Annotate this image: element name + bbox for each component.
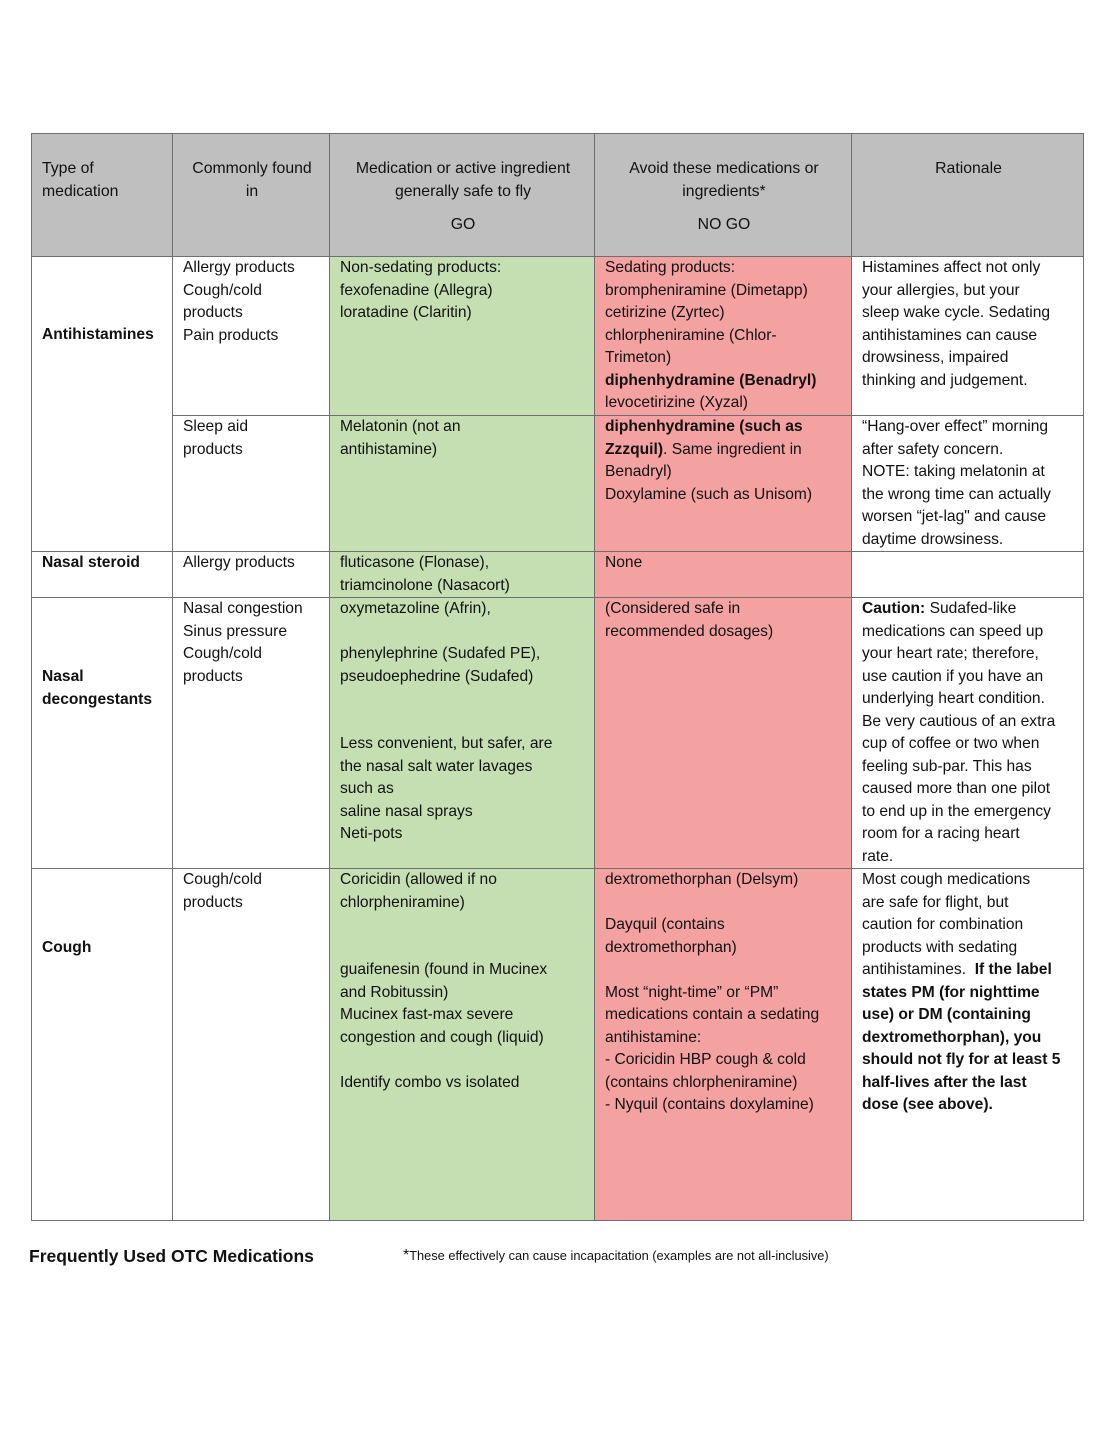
rationale-antihistamines: Histamines affect not only your allergies, but your sleep wake cycle. Sedating antihistamines can cause drowsiness, impaired thinking and judgement.: [852, 257, 1084, 416]
go-nasal-decongestants: oxymetazoline (Afrin), phenylephrine (Sudafed PE), pseudoephedrine (Sudafed) Less convenient, but safer, are the nasal salt water lavages such as saline nasal sprays Neti-pots: [330, 598, 595, 869]
header-type: Type of medication: [32, 134, 173, 257]
table-row-cough: [32, 869, 1084, 1221]
go-tag: GO: [450, 216, 476, 233]
table-row-nasal-decongestants: [32, 598, 1084, 869]
table-row-sleep-aid: [32, 416, 1084, 552]
rationale-nasal-steroid: [852, 552, 1084, 598]
footnote: [403, 1247, 829, 1265]
table-caption: Frequently Used OTC Medications: [29, 1246, 314, 1266]
rationale-nasal-decongestants: Caution: Sudafed-like medications can speed up your heart rate; therefore, use caution if you have an underlying heart condition. Be very cautious of an extra cup of coffee or two when feeling sub-par. This has caused more than one pilot to end up in the emergency room for a racing heart rate.: [852, 598, 1084, 869]
header-nogo: Avoid these medications or ingredients* NO GO: [595, 134, 852, 257]
nogo-nasal-decongestants: (Considered safe in recommended dosages): [595, 598, 852, 869]
otc-medication-table: [31, 133, 1084, 1221]
nogo-nasal-steroid: None: [595, 552, 852, 598]
found-nasal-steroid: Allergy products: [173, 552, 330, 598]
nogo-tag: NO GO: [697, 216, 751, 233]
go-cough: Coricidin (allowed if no chlorpheniramine) guaifenesin (found in Mucinex and Robitussin) Mucinex fast-max severe congestion and cough (liquid) Identify combo vs isolated: [330, 869, 595, 1221]
table-row-nasal-steroid: [32, 552, 1084, 598]
found-antihistamines: Allergy products Cough/cold products Pain products: [173, 257, 330, 416]
go-antihistamines: Non-sedating products: fexofenadine (Allegra) loratadine (Claritin): [330, 257, 595, 416]
header-found: Commonly found in: [173, 134, 330, 257]
type-cough: Cough: [32, 869, 173, 1221]
go-sleep-aid: Melatonin (not an antihistamine): [330, 416, 595, 552]
nogo-antihistamines: Sedating products: brompheniramine (Dimetapp) cetirizine (Zyrtec) chlorpheniramine (Chlor- Trimeton) diphenhydramine (Benadryl) levocetirizine (Xyzal): [595, 257, 852, 416]
rationale-sleep-aid: “Hang-over effect” morning after safety concern. NOTE: taking melatonin at the wrong time can actually worsen “jet-lag" and cause daytime drowsiness.: [852, 416, 1084, 552]
table-row-antihistamines: [32, 257, 1084, 416]
header-go: Medication or active ingredient generally safe to fly GO: [330, 134, 595, 257]
found-nasal-decongestants: Nasal congestion Sinus pressure Cough/cold products: [173, 598, 330, 869]
footnote-text: These effectively can cause incapacitation (examples are not all-inclusive): [409, 1248, 829, 1263]
type-antihistamines: Antihistamines: [32, 257, 173, 552]
nogo-cough: dextromethorphan (Delsym) Dayquil (contains dextromethorphan) Most “night-time” or “PM” medications contain a sedating antihistamine: - Coricidin HBP cough & cold (contains chlorpheniramine) - Nyquil (contains doxylamine): [595, 869, 852, 1221]
go-nasal-steroid: fluticasone (Flonase), triamcinolone (Nasacort): [330, 552, 595, 598]
header-rationale: Rationale: [852, 134, 1084, 257]
footnote-star: *: [403, 1247, 410, 1264]
header-row: [32, 134, 1084, 257]
found-cough: Cough/cold products: [173, 869, 330, 1221]
nogo-sleep-aid: diphenhydramine (such as Zzzquil). Same ingredient in Benadryl) Doxylamine (such as Unisom): [595, 416, 852, 552]
type-nasal-steroid: Nasal steroid: [32, 552, 173, 598]
rationale-cough: Most cough medications are safe for flight, but caution for combination products with sedating antihistamines. If the label states PM (for nighttime use) or DM (containing dextromethorphan), you should not fly for at least 5 half-lives after the last dose (see above).: [852, 869, 1084, 1221]
found-sleep-aid: Sleep aid products: [173, 416, 330, 552]
type-nasal-decongestants: Nasal decongestants: [32, 598, 173, 869]
